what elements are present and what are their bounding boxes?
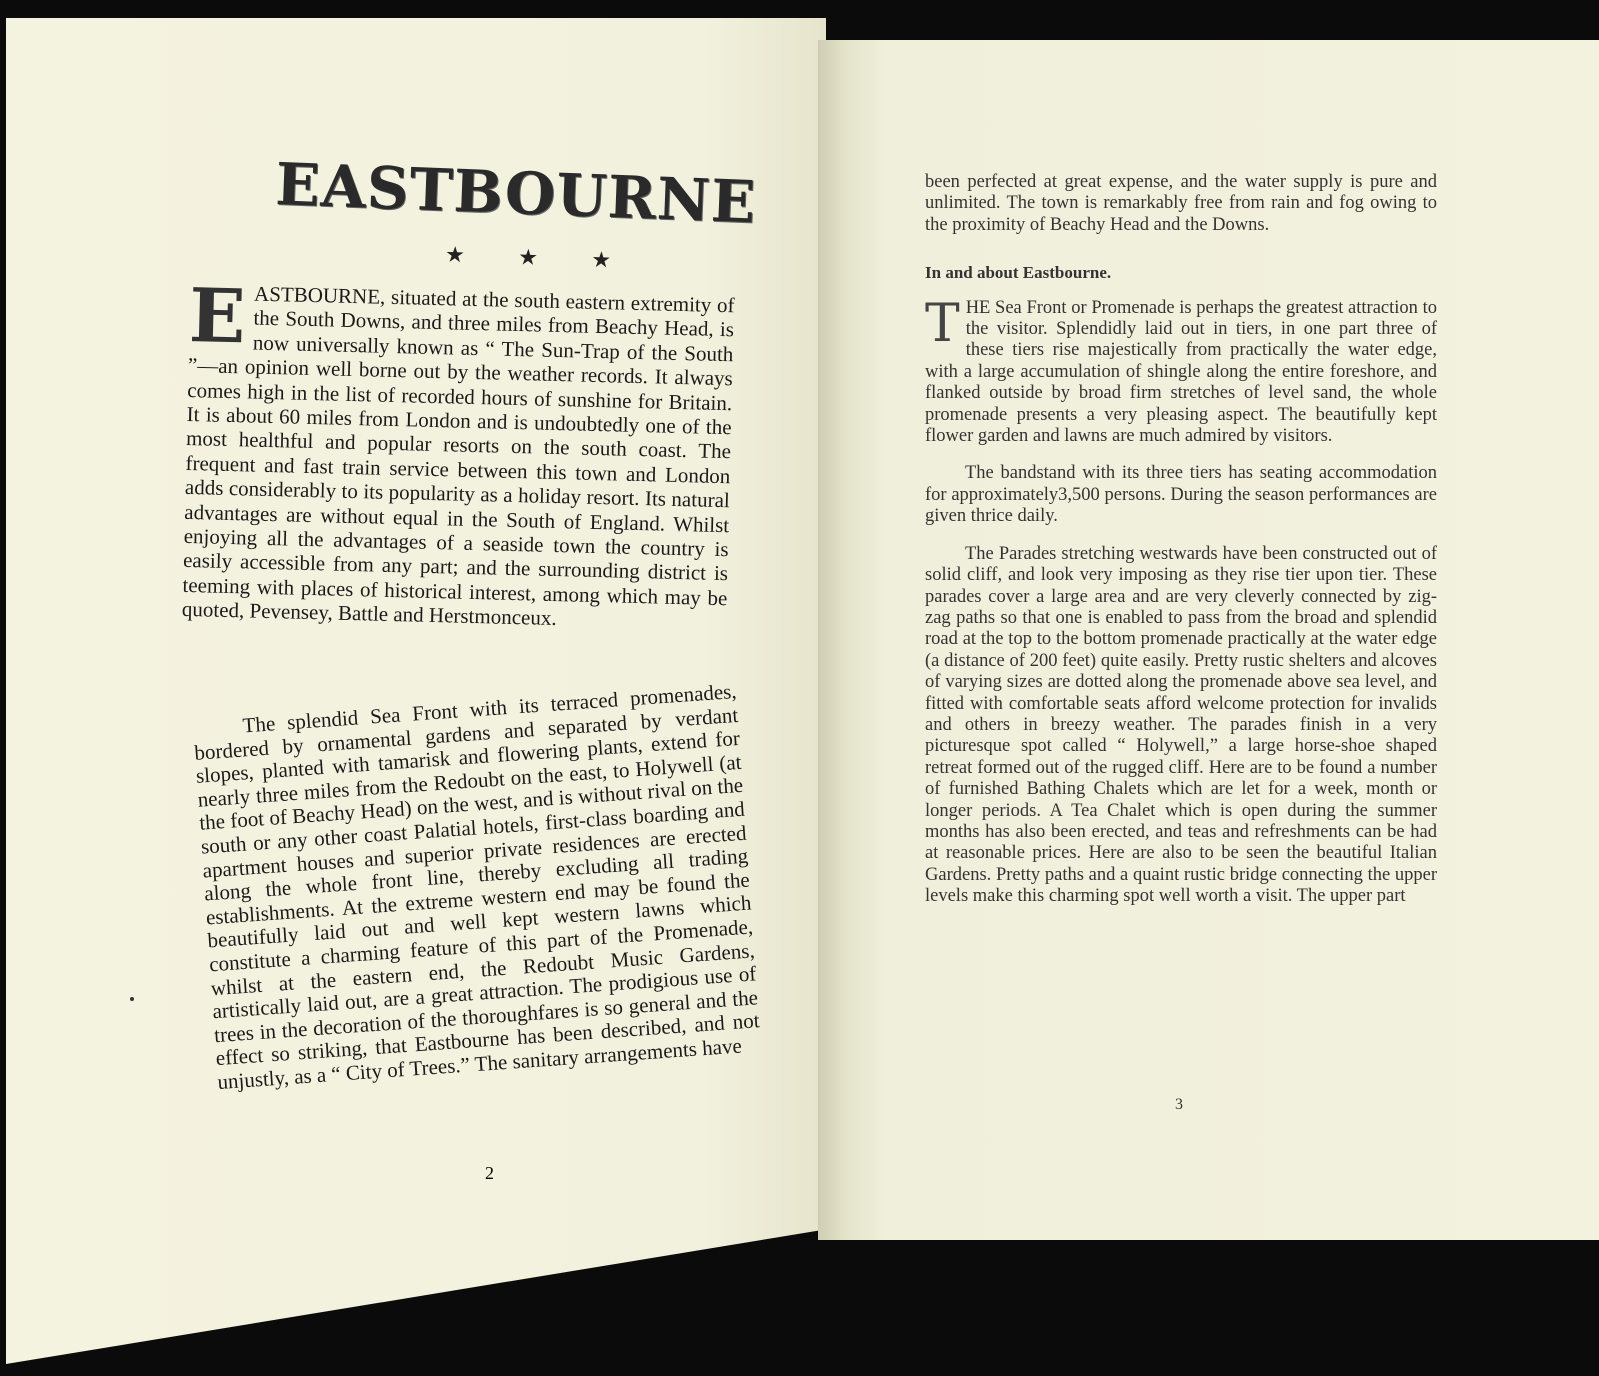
right-body	[925, 172, 1437, 924]
page-number-left: 2	[485, 1163, 494, 1183]
page-number-right: 3	[1175, 1096, 1183, 1113]
right-paragraph-1	[925, 293, 1437, 448]
paper-speck	[130, 997, 134, 1001]
right-paragraph-0: been perfected at great expense, and the water supply is pure and unlimited. The town is remarkably free from rain and fog owing to the proximity of Beachy Head and the Downs.	[925, 172, 1437, 235]
left-paragraph-1-text: ASTBOURNE, situated at the south eastern extremity of the South Downs, and three miles from Beachy Head, is now universally known as “ The Sun-Trap of the South ”—an opinion well borne out by the weather records. It always comes high in the list of recorded hours of sunshine for Britain. It is about 60 miles from London and is undoubtedly one of the most healthful and popular resorts on the south coast. The frequent and fast train service between this town and London adds considerably to its popularity as a holiday resort. Its natural advantages are without equal in the South of England. Whilst enjoying all the advantages of a seaside town the country is easily accessible from any part; and the surrounding district is teeming with places of historical interest, among which may be quoted, Pevensey, Battle and Herstmonceux.	[181, 281, 735, 631]
drop-cap-e: E	[188, 273, 247, 361]
right-paragraph-3: The Parades stretching westwards have been constructed out of solid cliff, and look very imposing as they rise tier upon tier. These parades cover a large area and are very cleverly connected by zig-zag paths so that one is enabled to pass from the broad and splendid road at the top to the bottom promenade practically at the water edge (a distance of 200 feet) quite easily. Pretty rustic shelters and alcoves of varying sizes are dotted along the promenade above sea level, and fitted with comfortable seats afford welcome protection for invalids and others in breezy weather. The parades finish in a very picturesque spot called “ Holywell,” a large horse-shoe shaped retreat formed out of the rugged cliff. Here are to be found a number of furnished Bathing Chalets which are let for a week, month or longer periods. A Tea Chalet which is open during the summer months has also been erected, and teas and refreshments can be had at reasonable prices. Here are also to be seen the beautiful Italian Gardens. Pretty paths and a quaint rustic bridge connecting the upper levels make this charming spot well worth a visit. The upper part	[925, 543, 1437, 907]
right-paragraph-1-text: HE Sea Front or Promenade is perhaps the greatest attraction to the visitor. Splendidly laid out in tiers, in one part three of these tiers rise majestically from practically the water edge, with a large accumulation of shingle along the entire foreshore, and flanked outside by broad firm stretches of level sand, the whole promenade presents a very pleasing aspect. The beautifully kept flower garden and lawns are much admired by visitors.	[925, 297, 1437, 447]
left-paragraph-2: The splendid Sea Front with its terraced promenades, bordered by ornamental gardens and separated by verdant slopes, planted with tamarisk and flowering plants, extend for nearly three miles from the Redoubt on the east, to Holywell (at the foot of Beachy Head) on the west, and is without rival on the south or any other coast Palatial hotels, first-class boarding and apartment houses and superior private residences are erected along the whole front line, thereby excluding all trading establishments. At the extreme western end may be found the beautifully laid out and well kept western lawns which constitute a charming feature of this part of the Promenade, whilst at the eastern end, the Redoubt Music Gardens, artistically laid out, are a great attraction. The prodigious use of trees in the decoration of the thoroughfares is so general and the effect so striking, that Eastbourne has been described, and not unjustly, as a “ City of Trees.” The sanitary arrangements have	[193, 678, 761, 1094]
right-paragraph-2: The bandstand with its three tiers has seating accommodation for approximately3,500 persons. During the season performances are given thrice daily.	[925, 463, 1437, 527]
section-heading: In and about Eastbourne.	[925, 263, 1112, 283]
left-paragraph-1	[181, 273, 735, 635]
left-body	[181, 273, 735, 647]
drop-cap-t: T	[925, 293, 960, 354]
star-ornament: ★ ★ ★	[444, 241, 636, 274]
page-title: EASTBOURNE	[274, 150, 758, 237]
